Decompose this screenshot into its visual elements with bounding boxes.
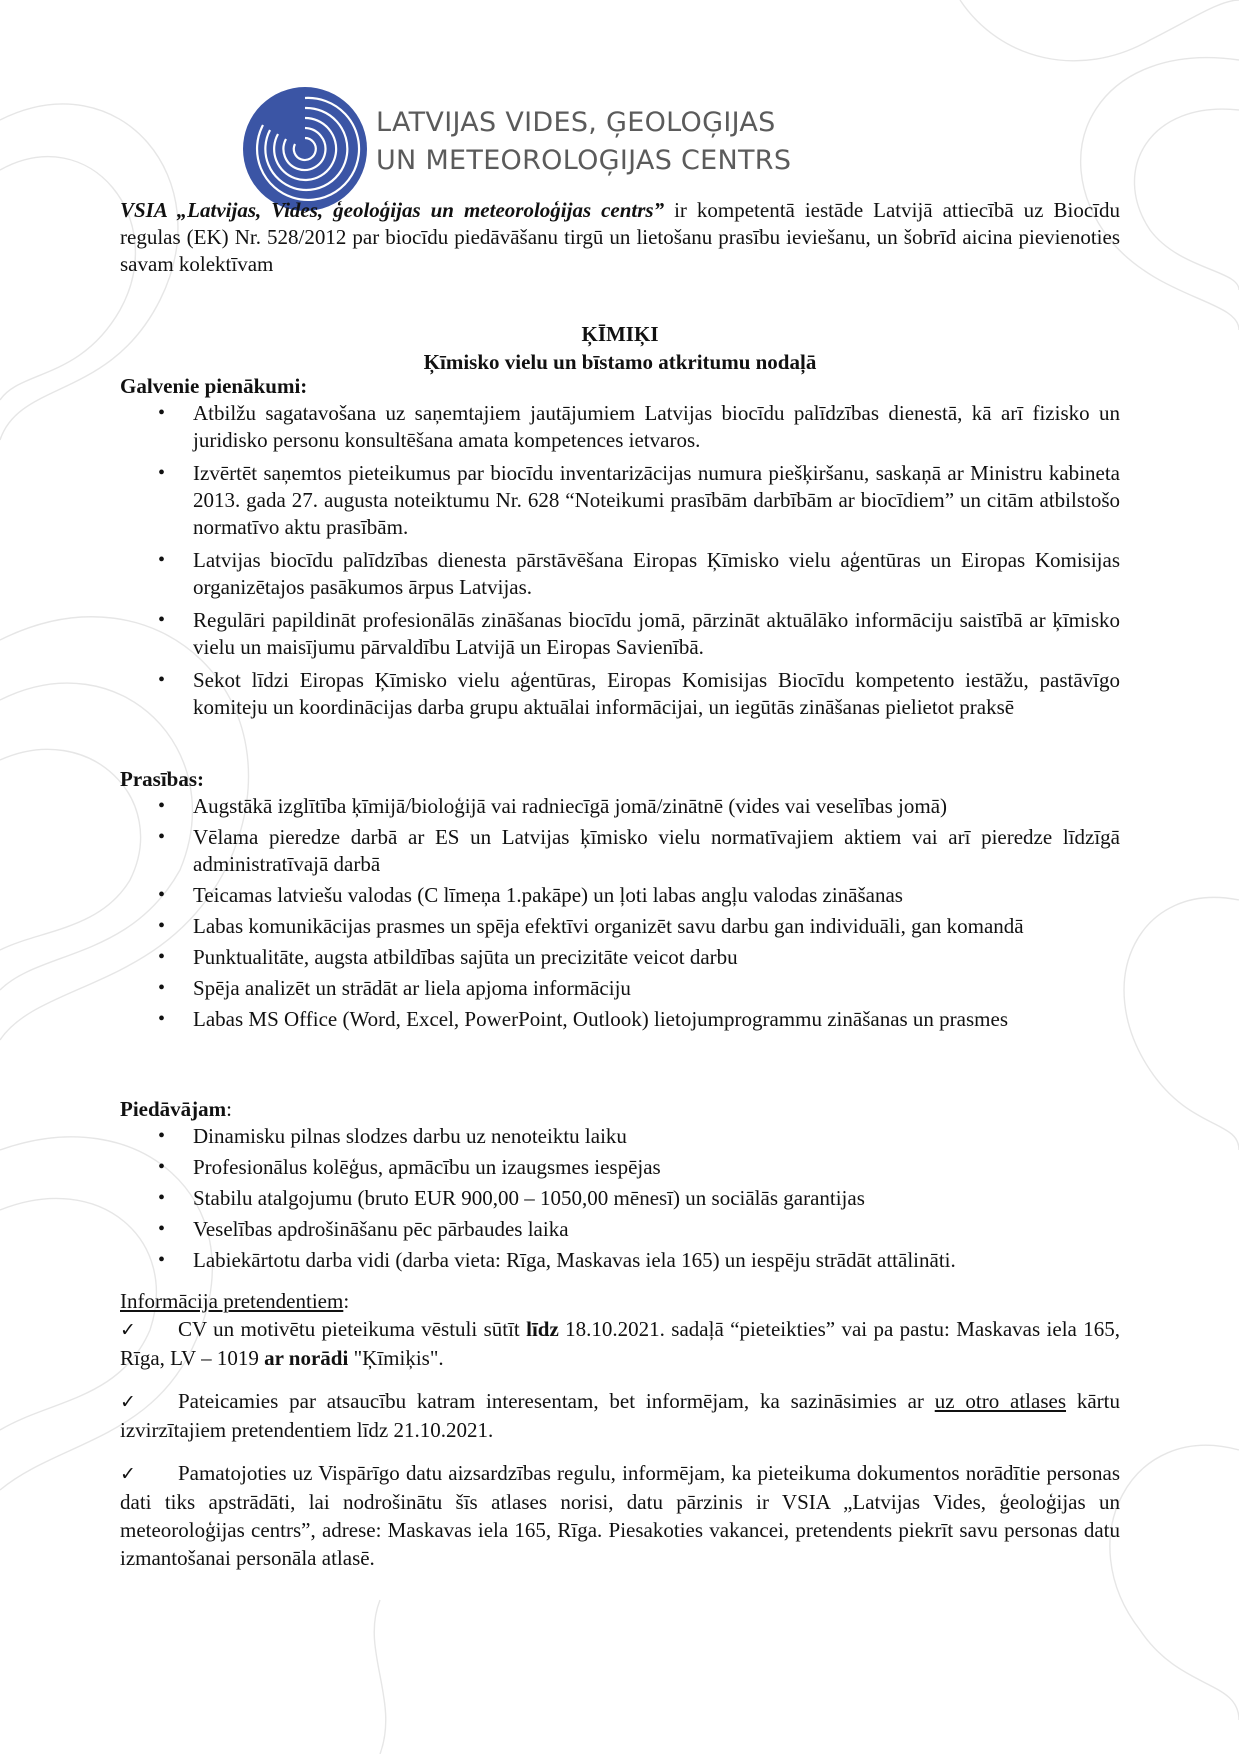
list-item: • Labas komunikācijas prasmes un spēja efektīvi organizēt savu darbu gan individuāli, gan komandā — [120, 913, 1120, 940]
applicant-info-heading: Informācija pretendentiem: — [120, 1289, 350, 1313]
list-item: • Stabilu atalgojumu (bruto EUR 900,00 – 1050,00 mēnesī) un sociālās garantijas — [120, 1185, 1120, 1212]
list-item: • Labiekārtotu darba vidi (darba vieta: Rīga, Maskavas iela 165) un iespēju strādāt attālināti. — [120, 1247, 1120, 1274]
checkmark-icon: ✓ — [120, 1319, 136, 1341]
organization-logo — [240, 84, 800, 214]
list-item: • Teicamas latviešu valodas (C līmeņa 1.pakāpe) un ļoti labas angļu valodas zināšanas — [120, 882, 1120, 909]
second-round-link[interactable]: uz otro atlases — [934, 1389, 1067, 1413]
requirements-section — [120, 765, 1120, 1037]
list-item: • Veselības apdrošināšanu pēc pārbaudes laika — [120, 1216, 1120, 1243]
application-deadline-paragraph: ✓ CV un motivētu pieteikuma vēstuli sūtīt līdz 18.10.2021. sadaļā “pieteikties” vai pa pastu: Maskavas iela 165, Rīga, LV – 1019 ar norādi "Ķīmiķis". — [120, 1317, 1120, 1370]
selection-notice-paragraph: ✓ Pateicamies par atsaucību katram interesentam, bet informējam, ka sazināsimies ar uz otro atlases kārtu izvirzītajiem pretendentiem līdz 21.10.2021. — [120, 1389, 1120, 1442]
list-item: • Regulāri papildināt profesionālās zināšanas biocīdu jomā, pārzināt aktuālāko informāciju saistībā ar ķīmisko vielu un maisījumu pārvaldību Latvijā un Eiropas Savienībā. — [120, 607, 1120, 661]
list-item: • Latvijas biocīdu palīdzības dienesta pārstāvēšana Eiropas Ķīmisko vielu aģentūras un Eiropas Komisijas organizētajos pasākumos ārpus Latvijas. — [120, 547, 1120, 601]
duties-heading: Galvenie pienākumi: — [120, 374, 308, 398]
intro-paragraph — [120, 197, 1120, 278]
checkmark-icon: ✓ — [120, 1463, 136, 1485]
list-item: • Punktualitāte, augsta atbildības sajūta un precizitāte veicot darbu — [120, 944, 1120, 971]
list-item: • Dinamisku pilnas slodzes darbu uz nenoteiktu laiku — [120, 1123, 1120, 1150]
offer-list — [120, 1123, 1120, 1274]
duties-list — [120, 400, 1120, 721]
applicant-info-section — [120, 1287, 1120, 1587]
offer-section — [120, 1095, 1120, 1278]
list-item: • Vēlama pieredze darbā ar ES un Latvijas ķīmisko vielu normatīvajiem aktiem vai arī pieredze līdzīgā administratīvajā darbā — [120, 824, 1120, 878]
logo-line-1: LATVIJAS VIDES, ĢEOLOĢIJAS — [376, 107, 776, 138]
position-heading — [120, 320, 1120, 376]
logo-circle-icon — [240, 84, 370, 214]
duties-section — [120, 372, 1120, 727]
list-item: • Profesionālus kolēģus, apmācību un izaugsmes iespējas — [120, 1154, 1120, 1181]
gdpr-notice-paragraph: ✓ Pamatojoties uz Vispārīgo datu aizsardzības regulu, informējam, ka pieteikuma dokumentos norādītie personas dati tiks apstrādāti, lai nodrošinātu šīs atlases norisi, datu pārzinis ir VSIA „Latvijas Vides, ģeoloģijas un meteoroloģijas centrs”, adrese: Maskavas iela 165, Rīga. Piesakoties vakancei, pretendents piekrīt savu personas datu izmantošanai personāla atlasē. — [120, 1461, 1120, 1570]
requirements-heading: Prasības: — [120, 767, 204, 791]
list-item: • Atbilžu sagatavošana uz saņemtajiem jautājumiem Latvijas biocīdu palīdzības dienestā, kā arī fizisko un juridisko personu konsultēšana amata kompetences ietvaros. — [120, 400, 1120, 454]
list-item: • Augstākā izglītība ķīmijā/bioloģijā vai radniecīgā jomā/zinātnē (vides vai veselības jomā) — [120, 793, 1120, 820]
list-item: • Izvērtēt saņemtos pieteikumus par biocīdu inventarizācijas numura piešķiršanu, saskaņā ar Ministru kabineta 2013. gada 27. augusta noteiktumu Nr. 628 “Noteikumi prasībām darbībām ar biocīdiem” un citām atbilstošo normatīvo aktu prasībām. — [120, 460, 1120, 541]
department-name: Ķīmisko vielu un bīstamo atkritumu nodaļā — [423, 350, 817, 374]
checkmark-icon: ✓ — [120, 1391, 136, 1413]
offer-heading: Piedāvājam: — [120, 1097, 232, 1121]
requirements-list — [120, 793, 1120, 1033]
intro-text: ir kompetentā iestāde Latvijā attiecībā uz Biocīdu regulas (EK) Nr. 528/2012 par biocīdu piedāvāšanu tirgū un lietošanu prasību ieviešanu, un šobrīd aicina pievienoties savam kolektīvam — [120, 198, 1120, 276]
logo-wordmark — [376, 104, 791, 180]
position-title: ĶĪMIĶI — [581, 322, 659, 346]
list-item: • Sekot līdzi Eiropas Ķīmisko vielu aģentūras, Eiropas Komisijas Biocīdu kompetento iestāžu, pastāvīgo komiteju un koordinācijas darba grupu aktuālai informācijai, un iegūtās zināšanas pielietot praksē — [120, 667, 1120, 721]
list-item: • Spēja analizēt un strādāt ar liela apjoma informāciju — [120, 975, 1120, 1002]
logo-line-2: UN METEOROLOĢIJAS CENTRS — [376, 145, 792, 176]
organization-name: VSIA „Latvijas, Vides, ģeoloģijas un meteoroloģijas centrs” — [120, 198, 665, 222]
list-item: • Labas MS Office (Word, Excel, PowerPoint, Outlook) lietojumprogrammu zināšanas un prasmes — [120, 1006, 1120, 1033]
